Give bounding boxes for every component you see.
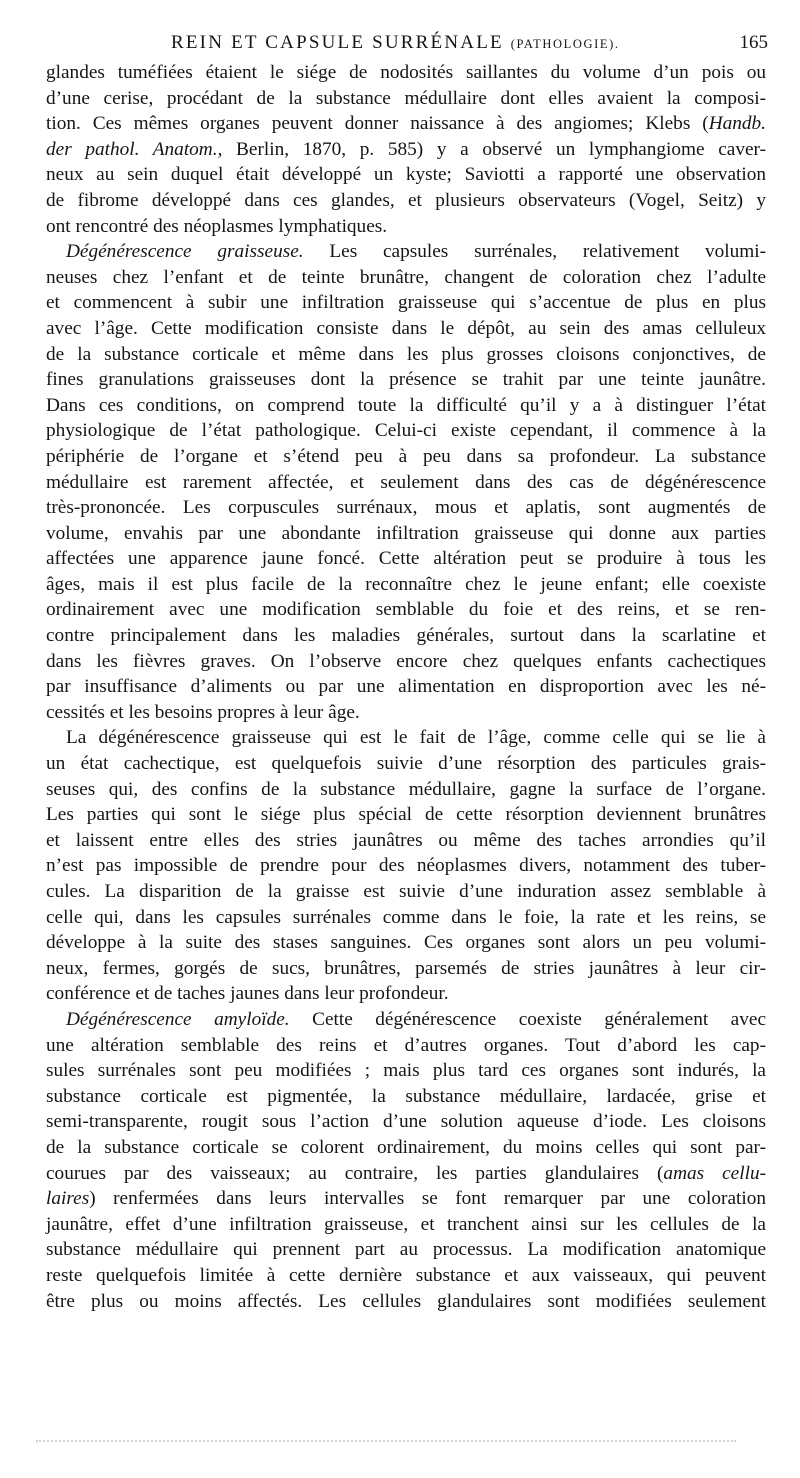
italic-text: der pathol. Anatom. [46,138,218,160]
text-line [46,214,766,240]
running-head [171,32,620,54]
line-text: seuses qui, des confins de la substance médullaire, gagne la surface de l’organe. [46,778,766,800]
text-line [46,239,766,265]
italic-text: Handb. [708,113,766,135]
text-line [46,1084,766,1110]
italic-text: amas cellu- [663,1162,767,1184]
line-text: neux, fermes, gorgés de sucs, brunâtres, parsemés de stries jaunâtres à leur cir- [46,957,766,979]
line-text: périphérie de l’organe et s’étend peu à peu dans sa profondeur. La substance [46,445,766,467]
line-text: par insuffisance d’aliments ou par une alimentation en disproportion avec les né- [46,676,766,698]
text-line [46,521,766,547]
text-line [46,444,766,470]
paragraph [46,1007,766,1314]
text-line [46,572,766,598]
line-text: neuses chez l’enfant et de teinte brunâtre, changent de coloration chez l’adulte [46,266,766,288]
text-line [46,342,766,368]
line-text: ) renfermées dans leurs intervalles se font remarquer par une coloration [89,1188,766,1210]
line-text: ordinairement avec une modification semblable du foie et des reins, et se ren- [46,599,766,621]
text-line [46,623,766,649]
line-text: médullaire est rarement affectée, et seulement dans des cas de dégénérescence [46,471,766,493]
italic-text: Dégénérescence graisseuse. [66,241,304,263]
text-line [46,930,766,956]
paragraph [46,725,766,1007]
line-text: courues par des vaisseaux; au contraire, les parties glandulaires ( [46,1162,664,1184]
text-line [46,879,766,905]
bottom-noise-line [36,1440,736,1446]
line-text: âges, mais il est plus facile de la reconnaître chez le jeune enfant; elle coexiste [46,573,766,595]
line-text: un état cachectique, est quelquefois suivie d’une résorption des particules grais- [46,753,766,775]
line-text: volume, envahis par une abondante infiltration graisseuse qui donne aux parties [46,522,766,544]
line-text: ont rencontré des néoplasmes lymphatiques. [46,215,388,237]
line-text: neux au sein duquel était développé un kyste; Saviotti a rapporté une observation [46,164,766,186]
line-text: substance médullaire qui prennent part au processus. La modification anatomique [46,1239,766,1261]
line-text: Les parties qui sont le siége plus spécial de cette résorption deviennent brunâtres [46,804,766,826]
text-line [46,597,766,623]
book-page [46,30,766,1314]
text-line [46,495,766,521]
line-text: physiologique de l’état pathologique. Celui-ci existe cependant, il commence à la [46,420,766,442]
text-line [46,86,766,112]
text-line [46,674,766,700]
line-text: et laissent entre elles des stries jaunâtres ou même des taches arrondies qu’il [46,829,766,851]
text-line [46,1289,766,1315]
text-line [46,111,766,137]
text-line [46,162,766,188]
line-text: celle qui, dans les capsules surrénales comme dans le foie, la rate et les reins, se [46,906,766,928]
line-text: sules surrénales sont peu modifiées ; mais plus tard ces organes sont indurés, la [46,1060,766,1082]
line-text: d’une cerise, procédant de la substance médullaire dont elles avaient la composi- [46,87,766,109]
italic-text: Dégénérescence amyloïde. [66,1008,290,1030]
page-header [46,30,766,60]
line-text: très-prononcée. Les corpuscules surrénaux, mous et aplatis, sont augmentés de [46,497,766,519]
page-number: 165 [739,32,768,53]
text-line [46,981,766,1007]
text-line [46,188,766,214]
text-line [46,1135,766,1161]
text-line [46,60,766,86]
text-line [46,828,766,854]
line-text: jaunâtre, effet d’une infiltration graisseuse, et tranchent ainsi sur les cellules de la [46,1213,766,1235]
text-line [46,265,766,291]
line-text: une altération semblable des reins et d’autres organes. Tout d’abord les cap- [46,1034,766,1056]
paragraph [46,60,766,239]
text-line [46,137,766,163]
line-text: et commencent à subir une infiltration graisseuse qui s’accentue de plus en plus [46,292,766,314]
line-text: de fibrome développé dans ces glandes, et plusieurs observateurs (Vogel, Seitz) y [46,189,766,211]
line-text: Les capsules surrénales, relativement volumi- [303,241,767,263]
line-text: de la substance corticale se colorent ordinairement, du moins celles qui sont par- [46,1136,766,1158]
line-text: fines granulations graisseuses dont la présence se trahit par une teinte jaunâtre. [46,369,766,391]
text-line [46,751,766,777]
text-line [46,1237,766,1263]
line-text: substance corticale est pigmentée, la substance médullaire, lardacée, grise et [46,1085,766,1107]
text-line [46,546,766,572]
line-text: contre principalement dans les maladies générales, surtout dans la scarlatine et [46,625,766,647]
line-text: cessités et les besoins propres à leur âge. [46,701,360,723]
line-text: dans les fièvres graves. On l’observe encore chez quelques enfants cachectiques [46,650,766,672]
text-line [46,290,766,316]
text-line [46,1212,766,1238]
line-text: être plus ou moins affectés. Les cellules glandulaires sont modifiées seulement [46,1290,766,1312]
line-text: n’est pas impossible de prendre pour des néoplasmes divers, notamment des tuber- [46,855,766,877]
text-line [46,393,766,419]
text-line [46,1186,766,1212]
text-line [46,418,766,444]
paragraph [46,239,766,725]
text-line [46,905,766,931]
line-text: reste quelquefois limitée à cette dernière substance et aux vaisseaux, qui peuvent [46,1264,766,1286]
text-line [46,1033,766,1059]
line-text: cules. La disparition de la graisse est suivie d’une induration assez semblable à [46,881,766,902]
line-text: de la substance corticale et même dans les plus grosses cloisons conjonctives, de [46,343,766,365]
text-line [46,725,766,751]
line-text: conférence et de taches jaunes dans leur profondeur. [46,983,449,1005]
line-text: glandes tuméfiées étaient le siége de nodosités saillantes du volume d’un pois ou [46,62,766,83]
running-title: REIN ET CAPSULE SURRÉNALE [171,32,504,53]
text-line [46,316,766,342]
italic-text: laires [46,1188,90,1210]
line-text: tion. Ces mêmes organes peuvent donner naissance à des angiomes; Klebs ( [46,113,709,135]
text-line [46,649,766,675]
text-line [46,802,766,828]
text-line [46,956,766,982]
line-text: avec l’âge. Cette modification consiste dans le dépôt, au sein des amas celluleux [46,317,766,339]
text-line [46,367,766,393]
line-text: affectées une apparence jaune foncé. Cette altération peut se produire à tous les [46,548,766,570]
body-text [46,60,766,1314]
line-text: Dans ces conditions, on comprend toute la difficulté qu’il y a à distinguer l’état [46,394,766,416]
text-line [46,1058,766,1084]
text-line [46,700,766,726]
line-text: La dégénérescence graisseuse qui est le fait de l’âge, comme celle qui se lie à [66,727,766,749]
text-line [46,1161,766,1187]
line-text: semi-transparente, rougit sous l’action d’une solution aqueuse d’iode. Les cloisons [46,1111,766,1133]
text-line [46,1007,766,1033]
line-text: , Berlin, 1870, p. 585) y a observé un lymphangiome caver- [217,138,766,160]
text-line [46,1263,766,1289]
text-line [46,853,766,879]
line-text: Cette dégénérescence coexiste généralement avec [289,1008,766,1030]
text-line [46,470,766,496]
line-text: développe à la suite des stases sanguines. Ces organes sont alors un peu volumi- [46,932,766,954]
text-line [46,777,766,803]
section-label: (PATHOLOGIE). [510,37,620,51]
text-line [46,1109,766,1135]
